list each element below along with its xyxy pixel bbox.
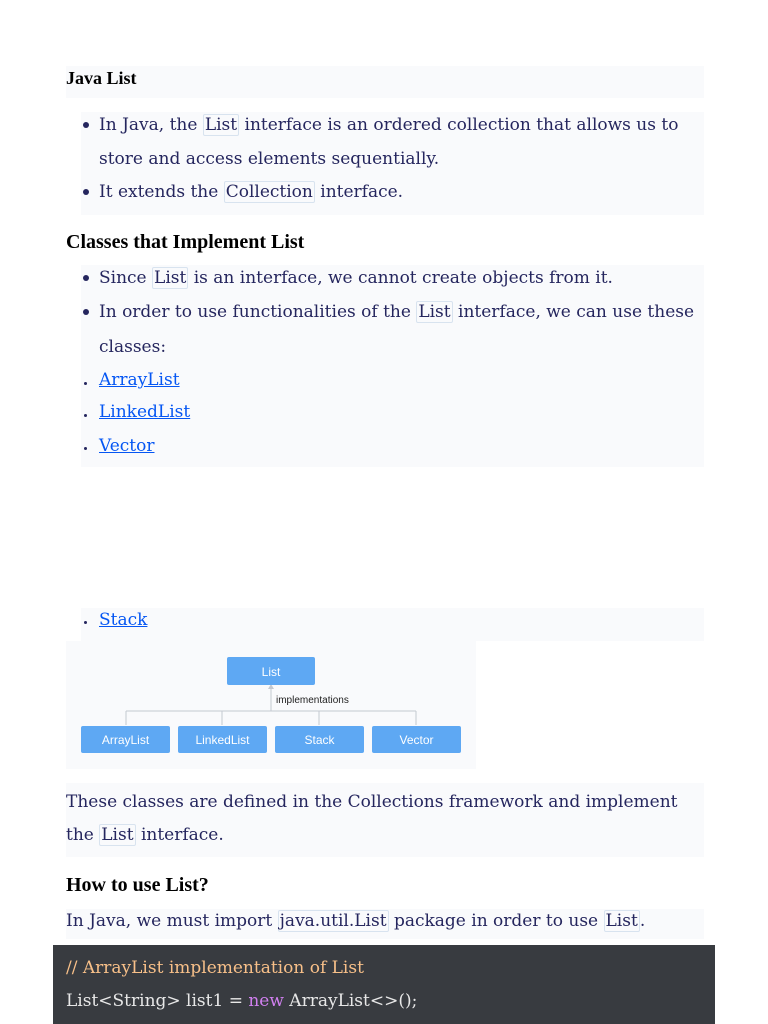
code-text: ArrayList<>(); — [283, 991, 418, 1011]
text: interface. — [314, 182, 404, 202]
heading-block — [66, 66, 704, 98]
bullet — [84, 621, 87, 624]
stack-item-block — [81, 608, 704, 641]
bullet — [83, 309, 89, 315]
bullet — [84, 447, 87, 450]
classes-bullet-1 — [99, 267, 613, 289]
classes-bullet-2 — [99, 301, 694, 323]
text: It extends the — [99, 182, 224, 202]
intro-bullet-2 — [99, 181, 403, 203]
bullet — [83, 189, 89, 195]
diagram-root-label: List — [261, 665, 281, 679]
text: In Java, we must import — [66, 911, 278, 931]
inline-code: List — [605, 911, 638, 931]
code-block — [53, 945, 715, 1024]
text: is an interface, we cannot create objects from it. — [188, 268, 613, 288]
inline-code: List — [101, 825, 134, 845]
bullet — [84, 414, 87, 417]
bullet — [83, 275, 89, 281]
diagram-child-label: Vector — [399, 733, 434, 747]
code-keyword: new — [248, 991, 284, 1011]
classes-bullet-2-cont: classes: — [99, 337, 167, 357]
diagram-child-label: Stack — [304, 733, 335, 747]
paragraph-line-1: These classes are defined in the Collections framework and implement — [66, 792, 678, 812]
link-vector[interactable]: Vector — [99, 436, 155, 456]
text: . — [639, 911, 646, 931]
inline-code: List — [204, 115, 238, 135]
intro-bullet-1 — [99, 114, 678, 136]
code-comment: // ArrayList implementation of List — [66, 958, 364, 978]
bullet — [84, 382, 87, 385]
text: interface, we can use these — [452, 302, 695, 322]
bullet — [83, 122, 89, 128]
diagram-child-label: LinkedList — [195, 733, 250, 747]
classes-list-block — [81, 265, 704, 467]
list-implementations-diagram — [66, 641, 476, 769]
text: Since — [99, 268, 153, 288]
text: In order to use functionalities of the — [99, 302, 417, 322]
diagram-child-label: ArrayList — [101, 733, 150, 747]
text: interface. — [135, 825, 224, 845]
code-text: List<String> list1 = — [66, 991, 249, 1011]
text: interface is an ordered collection that allows us to — [239, 115, 679, 135]
import-sentence — [66, 910, 645, 932]
intro-bullet-1-cont: store and access elements sequentially. — [99, 149, 440, 169]
paragraph-line-2 — [66, 824, 224, 846]
text: package in order to use — [388, 911, 604, 931]
inline-code: Collection — [225, 182, 313, 202]
diagram-edge-label: implementations — [276, 695, 349, 706]
inline-code: List — [418, 302, 451, 322]
text: In Java, the — [99, 115, 203, 135]
heading-classes: Classes that Implement List — [66, 231, 305, 253]
inline-code: List — [154, 268, 187, 288]
code-line — [66, 990, 417, 1012]
text: the — [66, 825, 100, 845]
heading-how-to-use: How to use List? — [66, 874, 209, 896]
link-linkedlist[interactable]: LinkedList — [99, 402, 191, 422]
link-arraylist[interactable]: ArrayList — [99, 370, 180, 390]
link-stack[interactable]: Stack — [99, 610, 148, 630]
inline-code: java.util.List — [279, 911, 387, 931]
heading-java-list: Java List — [66, 68, 137, 88]
diagram-svg — [66, 641, 476, 769]
